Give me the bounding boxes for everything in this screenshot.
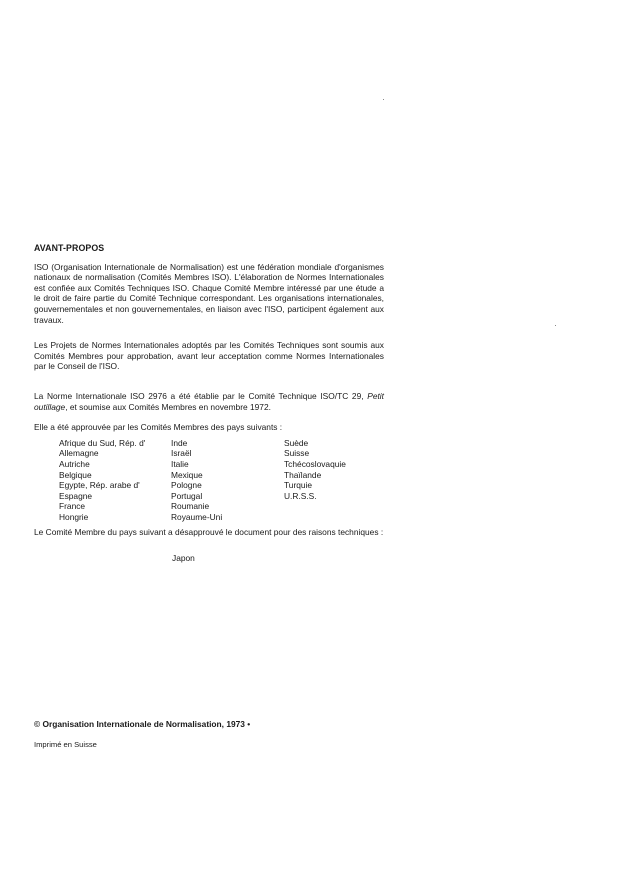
country-name: Espagne — [59, 490, 93, 501]
origin-text-start: La Norme Internationale ISO 2976 a été établie par le Comité Technique ISO/TC 29, — [34, 390, 368, 401]
country-name: Thaïlande — [284, 469, 322, 480]
country-name: Mexique — [171, 469, 203, 480]
country-column-3 — [284, 438, 384, 523]
country-name: Autriche — [59, 458, 90, 469]
committee-title: Petit outillage — [34, 390, 384, 412]
country-name: U.R.S.S. — [284, 490, 317, 501]
country-name: Afrique du Sud, Rép. d' — [59, 437, 146, 448]
scan-speck — [555, 325, 556, 326]
approving-countries-list — [59, 438, 384, 523]
country-name: Belgique — [59, 469, 92, 480]
country-name: Portugal — [171, 490, 203, 501]
scan-speck — [383, 99, 384, 100]
country-name: Royaume-Uni — [171, 511, 223, 522]
country-name: Pologne — [171, 480, 202, 491]
country-name: Tchécoslovaquie — [284, 458, 346, 469]
section-heading: AVANT-PROPOS — [34, 243, 105, 253]
country-name: Suisse — [284, 448, 310, 459]
paragraph-approval-intro: Elle a été approuvée par les Comités Membres des pays suivants : — [34, 422, 283, 433]
print-notice: Imprimé en Suisse — [34, 740, 97, 749]
country-name: Suède — [284, 437, 309, 448]
country-name: Israël — [171, 448, 192, 459]
paragraph-disapproval: Le Comité Membre du pays suivant a désapprouvé le document pour des raisons techniques : — [34, 527, 384, 538]
country-name: Hongrie — [59, 511, 89, 522]
paragraph-iso-description: ISO (Organisation Internationale de Normalisation) est une fédération mondiale d'organismes nationaux de normalisation (Comités Membres ISO). L'élaboration de Normes Internationales est confiée aux Comités Techniques ISO. Chaque Comité Membre intéressé par une étude a le droit de faire partie du Comité Technique correspondant. Les organisations internationales, gouvernementales et non gouvernementales, en liaison avec l'ISO, participent également aux travaux. — [34, 261, 384, 325]
country-name: France — [59, 501, 86, 512]
copyright-notice: © Organisation Internationale de Normalisation, 1973 • — [34, 719, 251, 729]
country-name: Roumanie — [171, 501, 210, 512]
country-column-2 — [171, 438, 284, 523]
country-name: Allemagne — [59, 448, 99, 459]
origin-text-end: , et soumise aux Comités Membres en novembre 1972. — [65, 401, 271, 412]
country-name: Turquie — [284, 480, 313, 491]
foreword-section — [34, 243, 384, 564]
country-name: Egypte, Rép. arabe d' — [59, 480, 140, 491]
country-column-1 — [59, 438, 171, 523]
disapproving-country: Japon — [172, 553, 195, 564]
paragraph-standard-origin — [34, 391, 384, 412]
country-name: Italie — [171, 458, 189, 469]
paragraph-draft-standards: Les Projets de Normes Internationales adoptés par les Comités Techniques sont soumis aux Comités Membres pour approbation, avant leur acceptation comme Normes Internationales par le Conseil de l'ISO. — [34, 340, 384, 372]
country-name: Inde — [171, 437, 188, 448]
